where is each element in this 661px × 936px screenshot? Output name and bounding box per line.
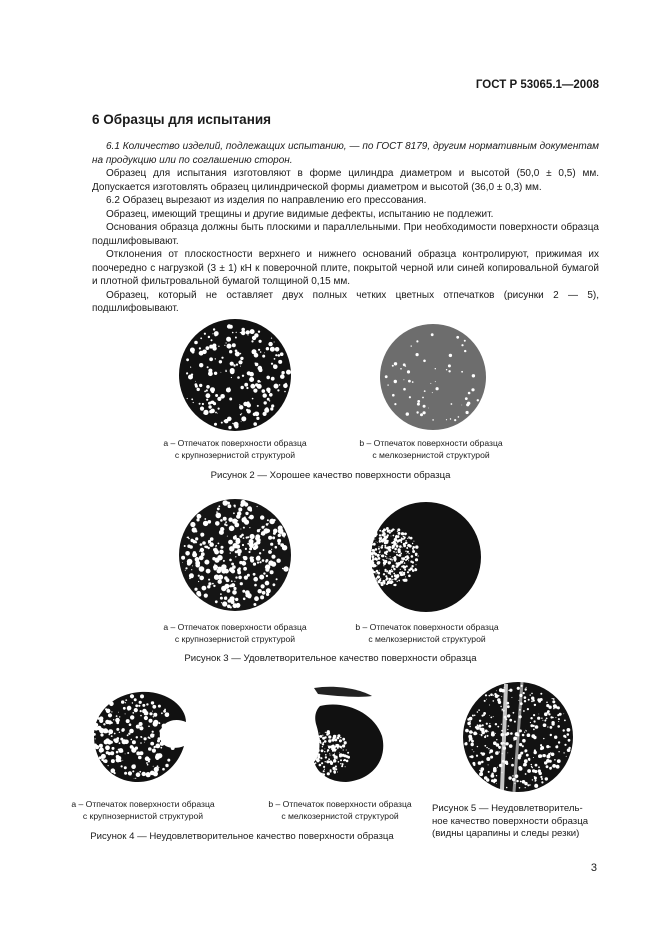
fig2-caption-b xyxy=(336,437,526,461)
standard-number: ГОСТ Р 53065.1—2008 xyxy=(475,79,599,91)
print-coarse-satisfactory xyxy=(176,498,294,613)
figure-3-caption: Рисунок 3 — Удовлетворительное качество поверхности образца xyxy=(184,653,477,664)
print-coarse-unsatisfactory xyxy=(88,688,198,788)
figure-4-caption: Рисунок 4 — Неудовлетворительное качество поверхности образца xyxy=(90,831,394,842)
print-fine-satisfactory xyxy=(370,500,482,614)
section-title: 6 Образцы для испытания xyxy=(92,112,272,127)
paragraph-bases: Основания образца должны быть плоскими и параллельными. При необходимости поверхности образца подшлифовывают. xyxy=(92,222,599,247)
fig3-b-structure: с мелкозернистой структурой xyxy=(368,634,486,644)
print-coarse-good xyxy=(175,318,295,432)
fig5-caption-line1: Рисунок 5 — Неудовлетворитель- xyxy=(432,803,583,814)
fig5-caption-line2: ное качество поверхности образца xyxy=(432,815,589,827)
figure-5-caption xyxy=(432,803,600,841)
fig2-a-label: а – Отпечаток поверхности образца xyxy=(163,438,307,448)
fig4-a-label: а – Отпечаток поверхности образца xyxy=(71,799,215,809)
fig4-a-structure: с крупнозернистой структурой xyxy=(82,811,204,821)
fig2-a-structure: с крупнозернистой структурой xyxy=(174,450,296,460)
paragraph-regrind: Образец, который не оставляет двух полных четких цветных отпечатков (рисунки 2 — 5), подшлифовывают. xyxy=(92,289,599,314)
fig4-b-label: b – Отпечаток поверхности образца xyxy=(268,799,412,809)
fig3-a-label: а – Отпечаток поверхности образца xyxy=(163,622,307,632)
paragraph-flatness: Отклонения от плоскостности верхнего и нижнего оснований образца контролируют, прижимая их поочередно с нагрузкой (3 ± 1) кН к поверочной плите, покрытой черной или синей копировальной бумагой и плотной фильтровальной бумагой толщиной 0,15 мм. xyxy=(92,249,599,287)
paragraph-6-2: 6.2 Образец вырезают из изделия по направлению его прессования. xyxy=(106,195,427,206)
fig5-caption-line3: (видны царапины и следы резки) xyxy=(432,828,580,839)
print-scratched xyxy=(462,680,574,795)
paragraph-sample-size: Образец для испытания изготовляют в форме цилиндра диаметром и высотой (50,0 ± 0,5) мм. Допускается изготовлять образец цилиндрической формы диаметром и высотой (36,0 ± 0,3) мм. xyxy=(92,168,599,193)
fig3-caption-a xyxy=(140,621,330,645)
fig4-caption-a xyxy=(48,798,238,822)
fig3-a-structure: с крупнозернистой структурой xyxy=(174,634,296,644)
body-text xyxy=(92,140,599,316)
fig2-caption-a xyxy=(140,437,330,461)
fig3-caption-b xyxy=(332,621,522,645)
print-fine-unsatisfactory xyxy=(300,684,396,788)
figure-2-caption: Рисунок 2 — Хорошее качество поверхности образца xyxy=(210,470,451,481)
print-fine-good xyxy=(378,322,488,432)
fig2-b-structure: с мелкозернистой структурой xyxy=(372,450,490,460)
fig4-b-structure: с мелкозернистой структурой xyxy=(281,811,399,821)
paragraph-defects: Образец, имеющий трещины и другие видимые дефекты, испытанию не подлежит. xyxy=(106,208,494,220)
fig4-caption-b xyxy=(245,798,435,822)
paragraph-6-1: 6.1 Количество изделий, подлежащих испытанию, — по ГОСТ 8179, другим нормативным документам на продукцию или по соглашению сторон. xyxy=(92,141,599,166)
fig3-b-label: b – Отпечаток поверхности образца xyxy=(355,622,499,632)
page-number: 3 xyxy=(590,862,597,874)
fig2-b-label: b – Отпечаток поверхности образца xyxy=(359,438,503,448)
